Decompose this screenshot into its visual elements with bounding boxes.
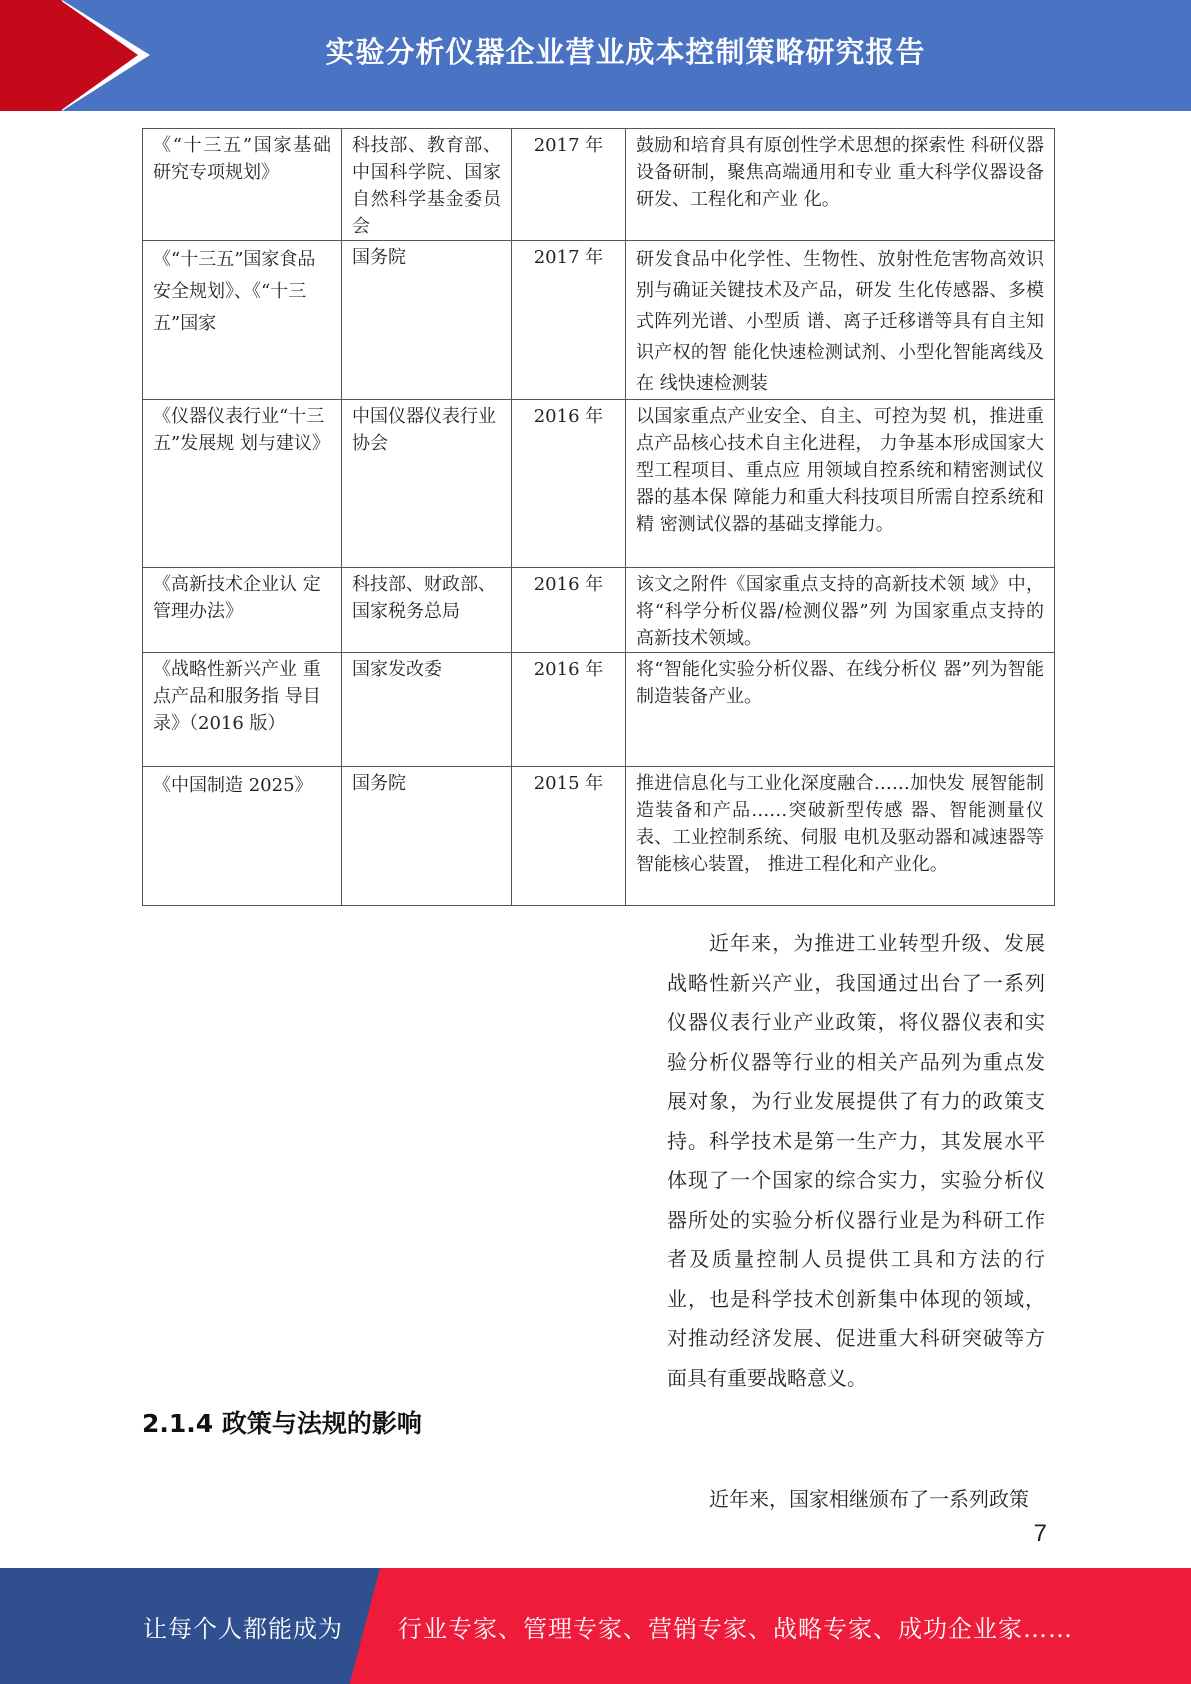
policy-year: 2016 年 (533, 406, 604, 427)
policy-name: 《高新技术企业认 定管理办法》 (153, 574, 321, 622)
policy-content: 以国家重点产业安全、自主、可控为契 机，推进重点产品核心技术自主化进程， 力争基本形成国家大型工程项目、重点应 用领域自控系统和精密测试仪器的基本保 障能力和重大科技项目所需自控系统和精 密测试仪器的基础支撑能力。 (636, 406, 1044, 535)
table-row (143, 767, 1055, 906)
policy-table (142, 128, 1055, 906)
policy-name-cell (143, 241, 342, 400)
header-decoration-red-arrow (60, 0, 138, 111)
policy-year-cell (512, 653, 626, 767)
policy-content-cell (626, 129, 1055, 241)
policy-year: 2016 年 (533, 574, 604, 595)
policy-name: 《战略性新兴产业 重点产品和服务指 导目录》（2016 版） (153, 659, 321, 734)
footer-slogan-left: 让每个人都能成为 (143, 1614, 343, 1643)
policy-department: 国务院 (352, 247, 406, 268)
policy-name: 《中国制造 2025》 (153, 775, 313, 796)
policy-dept-cell (342, 767, 512, 906)
report-title: 实验分析仪器企业营业成本控制策略研究报告 (325, 34, 926, 69)
policy-year-cell (512, 767, 626, 906)
policy-content: 鼓励和培育具有原创性学术思想的探索性 科研仪器设备研制，聚焦高端通用和专业 重大科学仪器设备研发、工程化和产业 化。 (636, 135, 1044, 210)
policy-name: 《“十三五”国家基础研究专项规划》 (153, 135, 331, 183)
table-row (143, 400, 1055, 568)
table-row (143, 653, 1055, 767)
policy-content: 将“智能化实验分析仪器、在线分析仪 器”列为智能制造装备产业。 (636, 659, 1044, 707)
policy-name-cell (143, 129, 342, 241)
policy-department: 科技部、教育部、中国科学院、国家自然科学基金委员会 (352, 135, 501, 237)
policy-content: 推进信息化与工业化深度融合……加快发 展智能制造装备和产品……突破新型传感 器、智能测量仪表、工业控制系统、伺服 电机及驱动器和减速器等智能核心装置， 推进工程化和产业化。 (636, 773, 1044, 875)
policy-department: 中国仪器仪表行业协会 (352, 406, 496, 454)
policy-year: 2015 年 (533, 773, 604, 794)
policy-name-cell (143, 767, 342, 906)
policy-name-cell (143, 653, 342, 767)
header-decoration-red-block (0, 0, 60, 111)
policy-dept-cell (342, 400, 512, 568)
policy-content-cell (626, 400, 1055, 568)
policy-department: 国务院 (352, 773, 406, 794)
policy-department: 科技部、财政部、国家税务总局 (352, 574, 496, 622)
policy-content-cell (626, 568, 1055, 653)
page-number: 7 (1033, 1520, 1047, 1547)
footer-slogan-right: 行业专家、管理专家、营销专家、战略专家、成功企业家…… (398, 1614, 1073, 1643)
section-heading: 2.1.4 政策与法规的影响 (142, 1409, 422, 1438)
body-paragraph-continued: 近年来，国家相继颁布了一系列政策 (709, 1487, 1029, 1511)
policy-content: 该文之附件《国家重点支持的高新技术领 域》中，将“科学分析仪器/检测仪器”列 为国家重点支持的高新技术领域。 (636, 574, 1044, 649)
policy-name-cell (143, 568, 342, 653)
policy-content-cell (626, 241, 1055, 400)
policy-year-cell (512, 241, 626, 400)
policy-year-cell (512, 568, 626, 653)
policy-content: 研发食品中化学性、生物性、放射性危害物高效识别与确证关键技术及产品，研发 生化传感器、多模式阵列光谱、小型质 谱、离子迁移谱等具有自主知识产权的智 能化快速检测试剂、小型化智能离线及在 线快速检测装 (636, 249, 1044, 394)
policy-year-cell (512, 129, 626, 241)
policy-dept-cell (342, 241, 512, 400)
page-footer (0, 1568, 1191, 1684)
body-paragraph: 近年来，为推进工业转型升级、发展战略性新兴产业，我国通过出台了一系列仪器仪表行业产业政策，将仪器仪表和实验分析仪器等行业的相关产品列为重点发展对象，为行业发展提供了有力的政策支持。科学技术是第一生产力，其发展水平体现了一个国家的综合实力，实验分析仪器所处的实验分析仪器行业是为科研工作者及质量控制人员提供工具和方法的行业，也是科学技术创新集中体现的领域，对推动经济发展、促进重大科研突破等方面具有重要战略意义。 (667, 931, 1045, 1390)
policy-year-cell (512, 400, 626, 568)
policy-department: 国家发改委 (352, 659, 442, 680)
policy-name: 《仪器仪表行业“十三五”发展规 划与建议》 (153, 406, 330, 454)
policy-year: 2017 年 (533, 247, 604, 268)
policy-content-cell (626, 653, 1055, 767)
table-row (143, 241, 1055, 400)
policy-dept-cell (342, 653, 512, 767)
policy-year: 2016 年 (533, 659, 604, 680)
policy-dept-cell (342, 129, 512, 241)
policy-year: 2017 年 (533, 135, 604, 156)
page-header (0, 0, 1191, 111)
policy-name-cell (143, 400, 342, 568)
policy-name: 《“十三五”国家食品安全规划》、《“十三五”国家 (153, 249, 316, 334)
policy-content-cell (626, 767, 1055, 906)
table-row (143, 568, 1055, 653)
policy-dept-cell (342, 568, 512, 653)
table-row (143, 129, 1055, 241)
